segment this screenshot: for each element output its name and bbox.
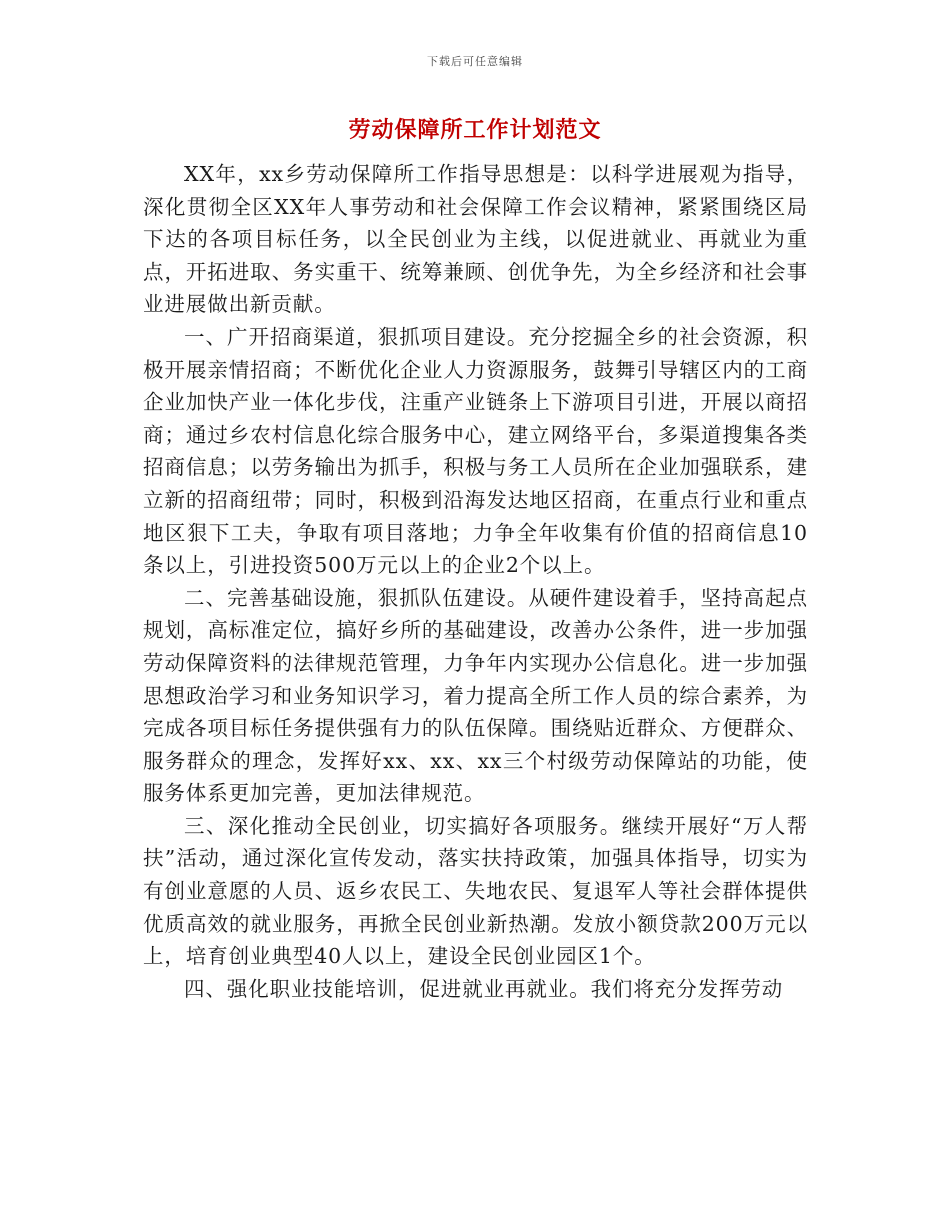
paragraph-section-3: 三、深化推动全民创业，切实搞好各项服务。继续开展好“万人帮扶”活动，通过深化宣传发动，落实扶持政策，加强具体指导，切实为有创业意愿的人员、返乡农民工、失地农民、复退军人等社会群体提供优质高效的就业服务，再掀全民创业新热潮。发放小额贷款200万元以上，培育创业典型40人以上，建设全民创业园区1个。 xyxy=(143,813,808,969)
paragraph-section-2: 二、完善基础设施，狠抓队伍建设。从硬件建设着手，坚持高起点规划，高标准定位，搞好乡所的基础建设，改善办公条件，进一步加强劳动保障资料的法律规范管理，力争年内实现办公信息化。进一步加强思想政治学习和业务知识学习，着力提高全所工作人员的综合素养，为完成各项目标任务提供强有力的队伍保障。围绕贴近群众、方便群众、服务群众的理念，发挥好xx、xx、xx三个村级劳动保障站的功能，使服务体系更加完善，更加法律规范。 xyxy=(143,585,808,806)
paragraph-section-4: 四、强化职业技能培训，促进就业再就业。我们将充分发挥劳动 xyxy=(184,976,784,1001)
document-body xyxy=(143,158,808,1005)
header-note: 下载后可任意编辑 xyxy=(427,55,523,68)
paragraph-section-1: 一、广开招商渠道，狠抓项目建设。充分挖掘全乡的社会资源，积极开展亲情招商；不断优化企业人力资源服务，鼓舞引导辖区内的工商企业加快产业一体化步伐，注重产业链条上下游项目引进，开展以商招商；通过乡农村信息化综合服务中心，建立网络平台，多渠道搜集各类招商信息；以劳务输出为抓手，积极与务工人员所在企业加强联系，建立新的招商纽带；同时，积极到沿海发达地区招商，在重点行业和重点地区狠下工夫，争取有项目落地；力争全年收集有价值的招商信息10条以上，引进投资500万元以上的企业2个以上。 xyxy=(143,324,808,578)
document-title: 劳动保障所工作计划范文 xyxy=(348,118,602,143)
paragraph-intro: XX年，xx乡劳动保障所工作指导思想是：以科学进展观为指导，深化贯彻全区XX年人事劳动和社会保障工作会议精神，紧紧围绕区局下达的各项目标任务，以全民创业为主线，以促进就业、再就业为重点，开拓进取、务实重干、统筹兼顾、创优争先，为全乡经济和社会事业进展做出新贡献。 xyxy=(143,162,808,317)
